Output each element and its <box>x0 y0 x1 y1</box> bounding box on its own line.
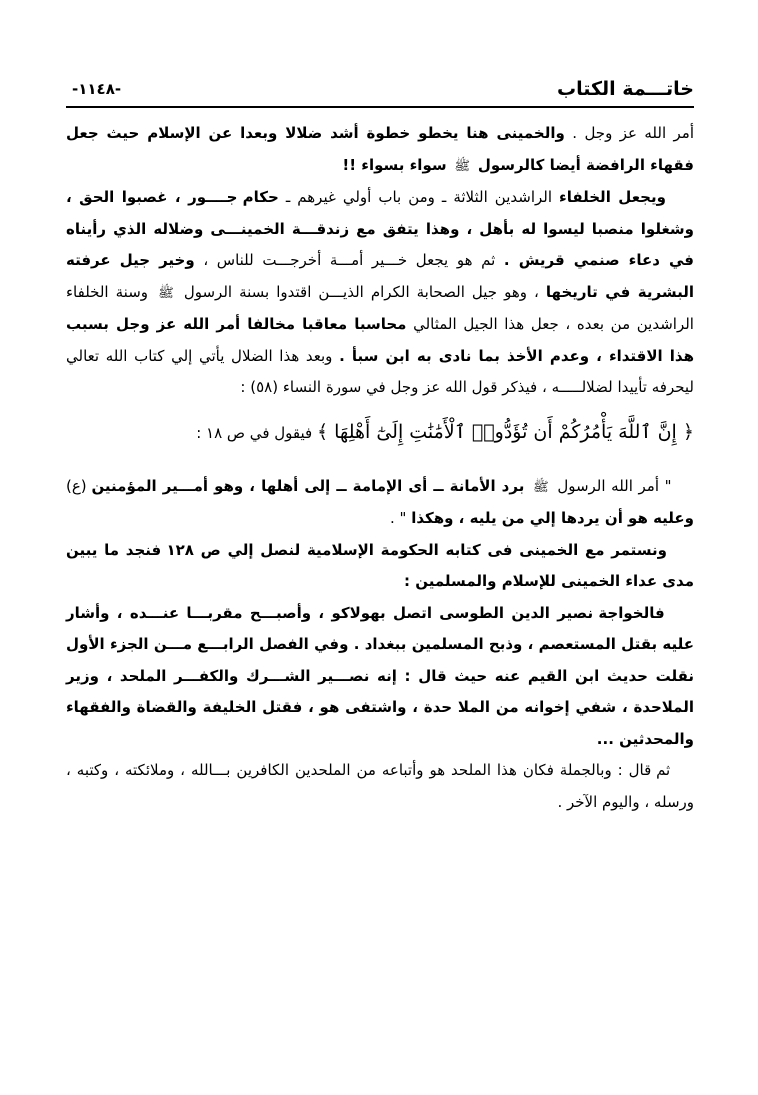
text-run: ثم هو يجعل خـــير أمـــة أخرجـــت للناس ، <box>203 251 496 269</box>
text-run: فالخواجة نصير الدين الطوسى اتصل بهولاكو ، وأصبـــح مقربـــا عنـــده ، وأشار عليه بقتل المستعصم ، وذبح المسلمين ببغداد . وفي الفصل الرابـــع مـــن الجزء الأول نقلت حديث ابن القيم عنه حيث قال : إنه نصـــير الشـــرك والكفـــر الملحد ، وزير الملاحدة ، شفي إخوانه من الملا حدة ، واشتفى هو ، فقتل الخليفة والقضاة والفقهاء والمحدثين ... <box>66 603 694 748</box>
salutation-glyph: ﷺ <box>532 479 549 495</box>
salutation-glyph: ﷺ <box>454 158 471 174</box>
text-run: وبعد هذا الضلال يأتي إلي كتاب الله تعالي ليحرفه تأييدا لضلالـــــه ، فيذكر قول الله عز وجل في سورة النساء (٥٨) : <box>66 346 694 396</box>
paragraph-3-quote <box>66 471 694 535</box>
text-run: الراشدين الثلاثة ـ ومن باب أولي غيرهم ـ <box>285 188 552 206</box>
spacer <box>66 461 694 471</box>
salutation-glyph: ﷺ <box>158 285 174 301</box>
text-run: حكام جــــور ، غصبوا الحق ، وشغلوا منصبا ليسوا له بأهل ، وهذا يتفق مع زندقـــة الخمينـــى وضلاله الذي رأيناه في دعاء صنمي قريش . <box>66 188 694 269</box>
paragraph-4 <box>66 535 694 598</box>
text-run: (ع) <box>66 476 87 495</box>
paragraph-5 <box>66 598 694 756</box>
quran-verse-line <box>66 404 694 461</box>
text-run: وسنة الخلفاء الراشدين من بعده ، جعل هذا الجيل المثالي <box>66 282 694 333</box>
text-run: ويجعل الخلفاء <box>559 188 666 206</box>
text-run: محاسبا معاقبا مخالفا أمر الله عز وجل بسبب هذا الاقتداء ، وعدم الأخذ بما نادى به ابن سبأ . <box>66 315 694 365</box>
page-number: -١١٤٨- <box>72 80 122 98</box>
paragraph-1 <box>66 118 694 182</box>
text-run: سواء بسواء !! <box>342 155 447 174</box>
text-run: " . <box>389 509 407 527</box>
text-run: فيقول في ص ١٨ : <box>196 423 313 442</box>
text-run: ، وهو جيل الصحابة الكرام الذيـــن اقتدوا بسنة الرسول <box>183 282 539 301</box>
text-run: وخير جيل عرفته البشرية في تاريخها <box>66 251 694 301</box>
text-run: والخمينى هنا يخطو خطوة أشد ضلالا وبعدا عن الإسلام حيث جعل فقهاء الرافضة أيضا كالرسول <box>66 124 694 174</box>
text-run: أمر الله عز وجل . <box>572 124 694 142</box>
paragraph-6 <box>66 755 694 818</box>
text-run: برد الأمانة ــ أى الإمامة ــ إلى أهلها ، وهو أمـــير المؤمنين <box>91 476 525 495</box>
text-run: " أمر الله الرسول <box>557 476 672 495</box>
text-run: ونستمر مع الخمينى فى كتابه الحكومة الإسلامية لنصل إلي ص ١٢٨ فنجد ما يبين مدى عداء الخمينى للإسلام والمسلمين : <box>66 540 694 590</box>
quran-verse: ﴿ إِنَّ ٱللَّهَ يَأْمُرُكُمْ أَن تُؤَدُّوا۟ ٱلْأَمَٰنَٰتِ إِلَىٰٓ أَهْلِهَا ﴾ <box>316 420 694 443</box>
text-run: وعليه هو أن يردها إلي من يليه ، وهكذا <box>411 509 694 527</box>
paragraph-2 <box>66 182 694 404</box>
page-header <box>66 62 694 102</box>
text-run: ثم قال : وبالجملة فكان هذا الملحد هو وأتباعه من الملحدين الكافرين بـــالله ، وملائكته ، وكتبه ، ورسله ، واليوم الآخر . <box>66 761 694 811</box>
chapter-title: خاتـــمة الكتاب <box>557 78 694 100</box>
page-body <box>66 118 694 818</box>
header-rule <box>66 106 694 108</box>
